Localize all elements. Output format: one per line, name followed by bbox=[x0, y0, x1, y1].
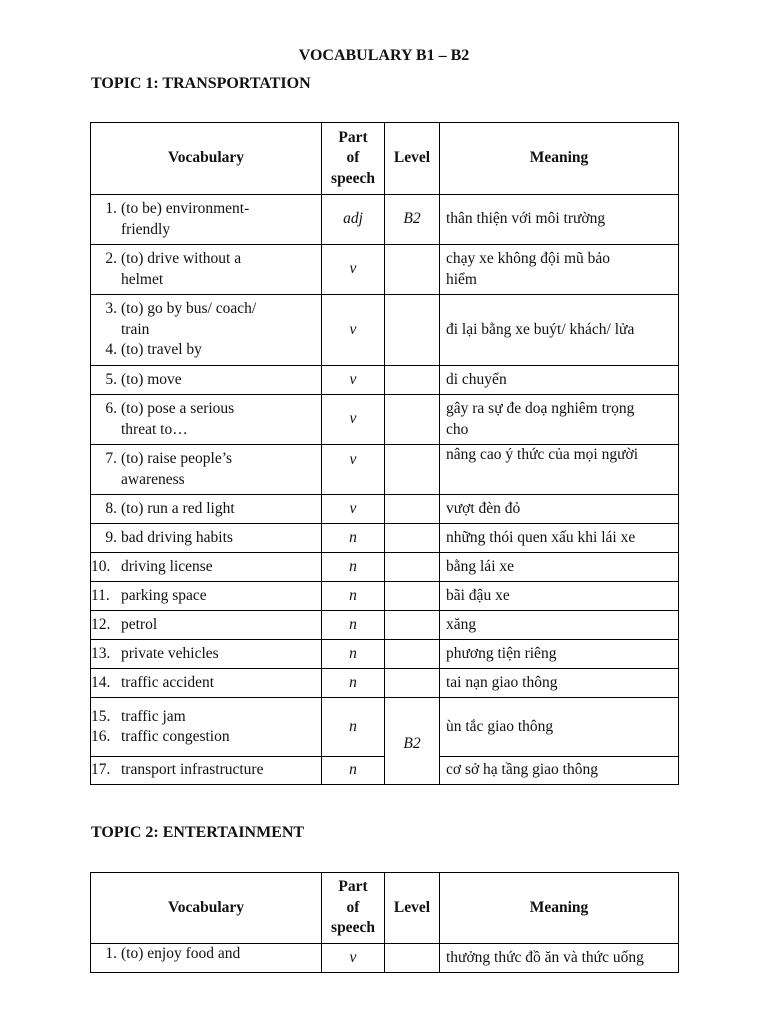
vocab-cell bbox=[91, 395, 322, 445]
level-cell bbox=[385, 553, 440, 582]
vocab-term: (to) go by bus/ coach/ bbox=[121, 300, 257, 318]
pos-cell: v bbox=[322, 495, 385, 524]
level-cell bbox=[385, 611, 440, 640]
item-number: 5. bbox=[105, 370, 117, 388]
vocab-term: (to) raise people’s bbox=[121, 450, 233, 467]
vocab-term-continued: awareness bbox=[121, 470, 185, 488]
vocab-term: driving license bbox=[121, 557, 213, 575]
pos-cell: v bbox=[322, 445, 385, 495]
vocab-term: (to be) environment- bbox=[121, 200, 250, 217]
item-number: 17. bbox=[91, 761, 111, 779]
table-row bbox=[91, 553, 679, 582]
meaning-text-continued: hiểm bbox=[446, 270, 477, 288]
vocab-term: traffic accident bbox=[121, 673, 215, 691]
vocab-cell bbox=[91, 366, 322, 395]
item-number: 15. bbox=[91, 707, 111, 725]
header-pos-line: speech bbox=[331, 919, 375, 937]
level-cell: B2 bbox=[385, 195, 440, 245]
meaning-cell: xăng bbox=[440, 611, 679, 640]
header-pos-line: Part bbox=[338, 128, 368, 146]
vocab-cell bbox=[91, 640, 322, 669]
header-pos-line: of bbox=[346, 149, 360, 167]
pos-cell: v bbox=[322, 395, 385, 445]
header-meaning: Meaning bbox=[440, 873, 679, 944]
vocab-cell bbox=[91, 669, 322, 698]
vocab-term: traffic congestion bbox=[121, 728, 230, 745]
vocab-cell bbox=[91, 495, 322, 524]
vocab-term-continued: threat to… bbox=[121, 420, 188, 438]
header-vocabulary: Vocabulary bbox=[91, 873, 322, 944]
vocab-cell bbox=[91, 582, 322, 611]
vocab-term: (to) drive without a bbox=[121, 250, 242, 267]
level-cell bbox=[385, 640, 440, 669]
vocab-term-continued: helmet bbox=[121, 270, 164, 288]
meaning-cell: tai nạn giao thông bbox=[440, 669, 679, 698]
pos-cell: v bbox=[322, 366, 385, 395]
meaning-cell bbox=[440, 395, 679, 445]
item-number: 6. bbox=[105, 400, 117, 417]
item-number: 8. bbox=[105, 499, 117, 517]
vocab-term: (to) move bbox=[121, 370, 182, 388]
table-row bbox=[91, 944, 679, 973]
meaning-cell: đi lại bằng xe buýt/ khách/ lửa bbox=[440, 295, 679, 366]
table-row bbox=[91, 698, 679, 757]
pos-cell: n bbox=[322, 669, 385, 698]
meaning-cell: những thói quen xấu khi lái xe bbox=[440, 524, 679, 553]
table-row bbox=[91, 582, 679, 611]
table-row bbox=[91, 195, 679, 245]
vocab-cell bbox=[91, 757, 322, 785]
entertainment-vocab-table bbox=[90, 872, 679, 973]
level-cell bbox=[385, 495, 440, 524]
item-number: 14. bbox=[91, 673, 111, 691]
level-cell bbox=[385, 944, 440, 973]
pos-cell: n bbox=[322, 611, 385, 640]
level-cell bbox=[385, 698, 440, 785]
item-number: 2. bbox=[105, 250, 117, 267]
level-cell bbox=[385, 295, 440, 366]
header-pos-line: speech bbox=[331, 169, 375, 187]
pos-cell: n bbox=[322, 553, 385, 582]
document-title: VOCABULARY B1 – B2 bbox=[298, 47, 470, 64]
meaning-text: gây ra sự đe doạ nghiêm trọng bbox=[446, 400, 635, 417]
table-header-row bbox=[91, 123, 679, 195]
vocab-cell bbox=[91, 698, 322, 757]
item-number: 12. bbox=[91, 615, 111, 633]
item-number: 13. bbox=[91, 644, 111, 662]
header-pos-line: Part bbox=[338, 878, 368, 896]
pos-cell: v bbox=[322, 295, 385, 366]
table-row bbox=[91, 445, 679, 495]
pos-cell: n bbox=[322, 698, 385, 757]
meaning-text: chạy xe không đội mũ bảo bbox=[446, 250, 611, 267]
vocab-cell bbox=[91, 445, 322, 495]
vocab-cell bbox=[91, 944, 322, 973]
vocab-term: private vehicles bbox=[121, 644, 219, 662]
table-row bbox=[91, 669, 679, 698]
level-cell bbox=[385, 582, 440, 611]
table-row bbox=[91, 611, 679, 640]
vocab-term-continued: friendly bbox=[121, 220, 171, 238]
table-row bbox=[91, 295, 679, 366]
vocab-term: bad driving habits bbox=[121, 528, 233, 546]
item-number: 7. bbox=[105, 450, 117, 467]
meaning-cell: vượt đèn đỏ bbox=[440, 495, 679, 524]
item-number: 4. bbox=[105, 341, 117, 359]
meaning-cell: phương tiện riêng bbox=[440, 640, 679, 669]
table-row bbox=[91, 524, 679, 553]
topic-2-title: TOPIC 2: ENTERTAINMENT bbox=[91, 824, 305, 841]
pos-cell: n bbox=[322, 524, 385, 553]
meaning-cell: nâng cao ý thức của mọi người bbox=[440, 445, 679, 495]
vocab-term: (to) pose a serious bbox=[121, 400, 235, 417]
vocab-term: (to) run a red light bbox=[121, 499, 235, 517]
header-level: Level bbox=[385, 873, 440, 944]
table-row bbox=[91, 395, 679, 445]
meaning-cell bbox=[440, 245, 679, 295]
pos-cell: v bbox=[322, 944, 385, 973]
pos-cell: adj bbox=[322, 195, 385, 245]
level-cell bbox=[385, 366, 440, 395]
pos-cell: n bbox=[322, 757, 385, 785]
level-cell bbox=[385, 245, 440, 295]
item-number: 3. bbox=[105, 300, 117, 318]
header-meaning: Meaning bbox=[440, 123, 679, 195]
table-row bbox=[91, 366, 679, 395]
meaning-cell: bãi đậu xe bbox=[440, 582, 679, 611]
vocab-term: (to) enjoy food and bbox=[121, 945, 241, 962]
meaning-cell: cơ sở hạ tầng giao thông bbox=[440, 757, 679, 785]
header-pos-line: of bbox=[346, 898, 360, 916]
level-cell bbox=[385, 669, 440, 698]
vocab-term: parking space bbox=[121, 586, 207, 604]
vocab-term-continued: train bbox=[121, 320, 150, 338]
level-cell bbox=[385, 445, 440, 495]
pos-cell: v bbox=[322, 245, 385, 295]
vocab-term: traffic jam bbox=[121, 707, 186, 725]
meaning-cell: ùn tắc giao thông bbox=[440, 698, 679, 757]
vocab-term: transport infrastructure bbox=[121, 761, 264, 779]
meaning-cell: bằng lái xe bbox=[440, 553, 679, 582]
header-part-of-speech bbox=[322, 873, 385, 944]
vocab-cell bbox=[91, 295, 322, 366]
vocab-cell bbox=[91, 245, 322, 295]
header-vocabulary: Vocabulary bbox=[91, 123, 322, 195]
item-number: 11. bbox=[91, 586, 110, 604]
item-number: 10. bbox=[91, 557, 111, 575]
item-number: 16. bbox=[91, 728, 111, 745]
transportation-vocab-table bbox=[90, 122, 679, 785]
table-header-row bbox=[91, 873, 679, 944]
meaning-cell: di chuyển bbox=[440, 366, 679, 395]
header-part-of-speech bbox=[322, 123, 385, 195]
vocab-cell bbox=[91, 524, 322, 553]
vocab-term: (to) travel by bbox=[121, 341, 202, 359]
pos-cell: n bbox=[322, 640, 385, 669]
level-cell bbox=[385, 395, 440, 445]
vocab-cell bbox=[91, 195, 322, 245]
level-cell bbox=[385, 524, 440, 553]
vocab-term: petrol bbox=[121, 615, 158, 633]
topic-1-title: TOPIC 1: TRANSPORTATION bbox=[91, 75, 311, 92]
table-row bbox=[91, 495, 679, 524]
item-number: 9. bbox=[105, 528, 117, 546]
vocab-cell bbox=[91, 611, 322, 640]
meaning-cell: thân thiện với môi trường bbox=[440, 195, 679, 245]
item-number: 1. bbox=[105, 200, 117, 217]
meaning-cell: thưởng thức đồ ăn và thức uống bbox=[440, 944, 679, 973]
table-row bbox=[91, 245, 679, 295]
meaning-text-continued: cho bbox=[446, 420, 469, 438]
item-number: 1. bbox=[105, 945, 117, 962]
header-level: Level bbox=[385, 123, 440, 195]
table-row bbox=[91, 640, 679, 669]
level-value: B2 bbox=[403, 734, 421, 752]
vocab-cell bbox=[91, 553, 322, 582]
pos-cell: n bbox=[322, 582, 385, 611]
